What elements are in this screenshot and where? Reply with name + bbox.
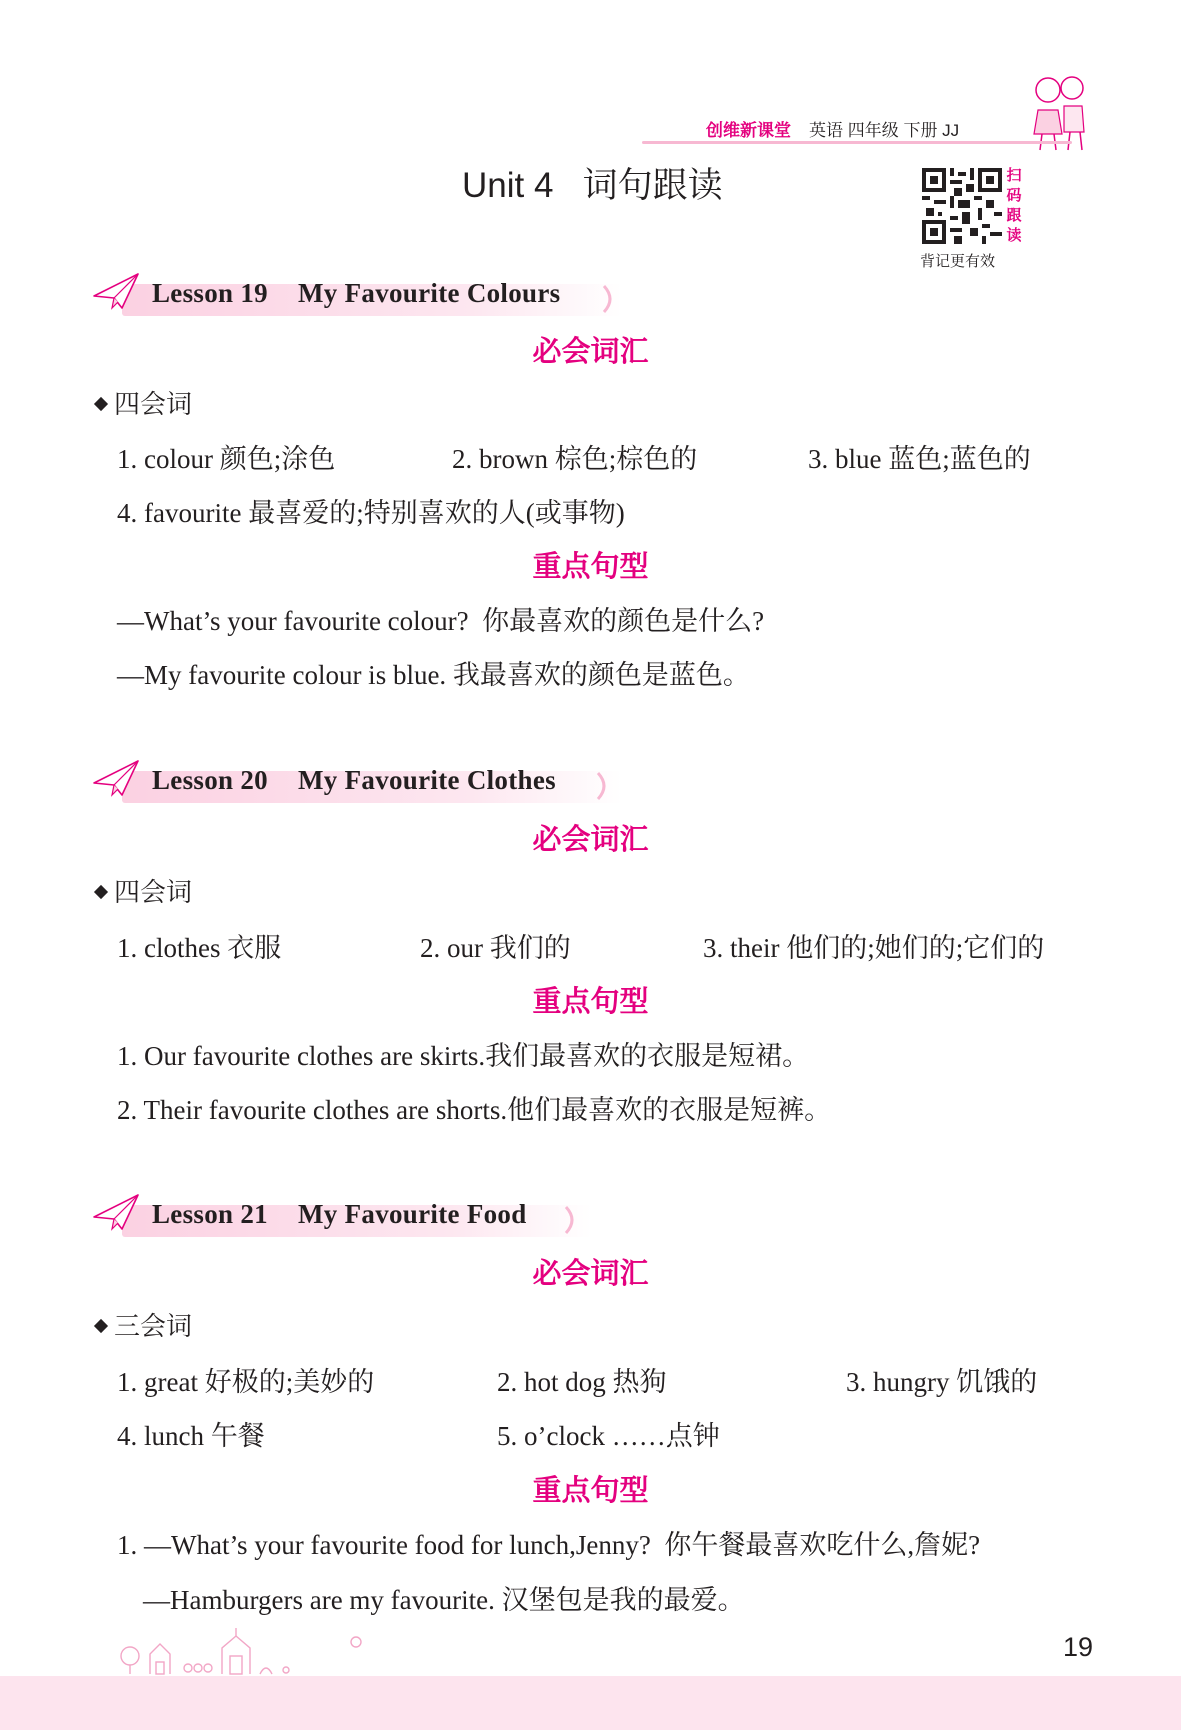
diamond-bullet-icon: [94, 397, 108, 411]
diamond-bullet-icon: [94, 885, 108, 899]
cartoon-kids-illustration: [1024, 70, 1094, 152]
section-title: 重点句型: [532, 1473, 649, 1507]
lesson-heading: [92, 1185, 632, 1239]
word-group: [96, 1306, 192, 1343]
vocab-item: 3. their 他们的;她们的;它们的: [703, 933, 1045, 963]
sentence: 1. Our favourite clothes are skirts.我们最喜欢的衣服是短裙。: [117, 1041, 810, 1071]
lesson-name: My Favourite Food: [297, 1199, 527, 1229]
lesson-heading: [92, 264, 632, 318]
band-tail: [564, 1205, 578, 1235]
vocab-item: 2. our 我们的: [420, 933, 571, 963]
town-illustration-icon: [116, 1626, 376, 1676]
running-header: [706, 116, 959, 141]
vocab-item: 1. great 好极的;美妙的: [117, 1367, 375, 1397]
word-group: [96, 384, 192, 421]
sentence: —Hamburgers are my favourite. 汉堡包是我的最爱。: [143, 1585, 745, 1615]
vocab-item: 3. blue 蓝色;蓝色的: [808, 444, 1031, 474]
section-title: 必会词汇: [532, 1256, 649, 1290]
word-group-label: 三会词: [114, 1312, 193, 1341]
sentence: 2. Their favourite clothes are shorts.他们最喜欢的衣服是短裤。: [117, 1095, 832, 1125]
word-group: [96, 872, 192, 909]
section-title: 重点句型: [532, 549, 649, 583]
word-group-label: 四会词: [114, 878, 193, 907]
page-number: 19: [1063, 1632, 1094, 1662]
section-title: 必会词汇: [532, 822, 649, 856]
band-tail: [596, 771, 610, 801]
band-tail: [602, 284, 616, 314]
series-brand: 创维新课堂: [706, 121, 791, 140]
paper-plane-icon: [92, 1191, 140, 1233]
lesson-number: Lesson 20: [152, 765, 268, 795]
vocab-item: 2. hot dog 热狗: [497, 1367, 667, 1397]
book-meta: 英语 四年级 下册 JJ: [809, 121, 960, 140]
paper-plane-icon: [92, 757, 140, 799]
word-group-label: 四会词: [114, 390, 193, 419]
qr-note: 背记更有效: [920, 254, 996, 270]
vocab-item: 2. brown 棕色;棕色的: [452, 444, 698, 474]
scan-to-read-label: 扫码跟读: [1006, 167, 1022, 244]
section-title: 重点句型: [532, 984, 649, 1018]
section-title: 必会词汇: [532, 334, 649, 368]
vocab-item: 4. lunch 午餐: [117, 1421, 265, 1451]
vocab-item: 1. colour 颜色;涂色: [117, 444, 336, 474]
lesson-name: My Favourite Colours: [297, 278, 561, 308]
footer-band: [0, 1676, 1181, 1730]
lesson-number: Lesson 19: [152, 278, 268, 308]
sentence: —What’s your favourite colour? 你最喜欢的颜色是什么?: [117, 606, 765, 636]
paper-plane-icon: [92, 270, 140, 312]
qr-code-icon[interactable]: [922, 168, 1002, 244]
sentence: 1. —What’s your favourite food for lunch,Jenny? 你午餐最喜欢吃什么,詹妮?: [117, 1530, 981, 1560]
vocab-item: 3. hungry 饥饿的: [846, 1367, 1038, 1397]
vocab-item: 4. favourite 最喜爱的;特别喜欢的人(或事物): [117, 498, 625, 528]
sentence: —My favourite colour is blue. 我最喜欢的颜色是蓝色。: [117, 660, 750, 690]
lesson-heading: [92, 751, 632, 805]
vocab-item: 5. o’clock ……点钟: [497, 1421, 720, 1451]
header-divider: [642, 141, 1072, 144]
diamond-bullet-icon: [94, 1319, 108, 1333]
lesson-name: My Favourite Clothes: [297, 765, 556, 795]
vocab-item: 1. clothes 衣服: [117, 933, 282, 963]
lesson-number: Lesson 21: [152, 1199, 268, 1229]
page-title: Unit 4 词句跟读: [462, 166, 723, 205]
